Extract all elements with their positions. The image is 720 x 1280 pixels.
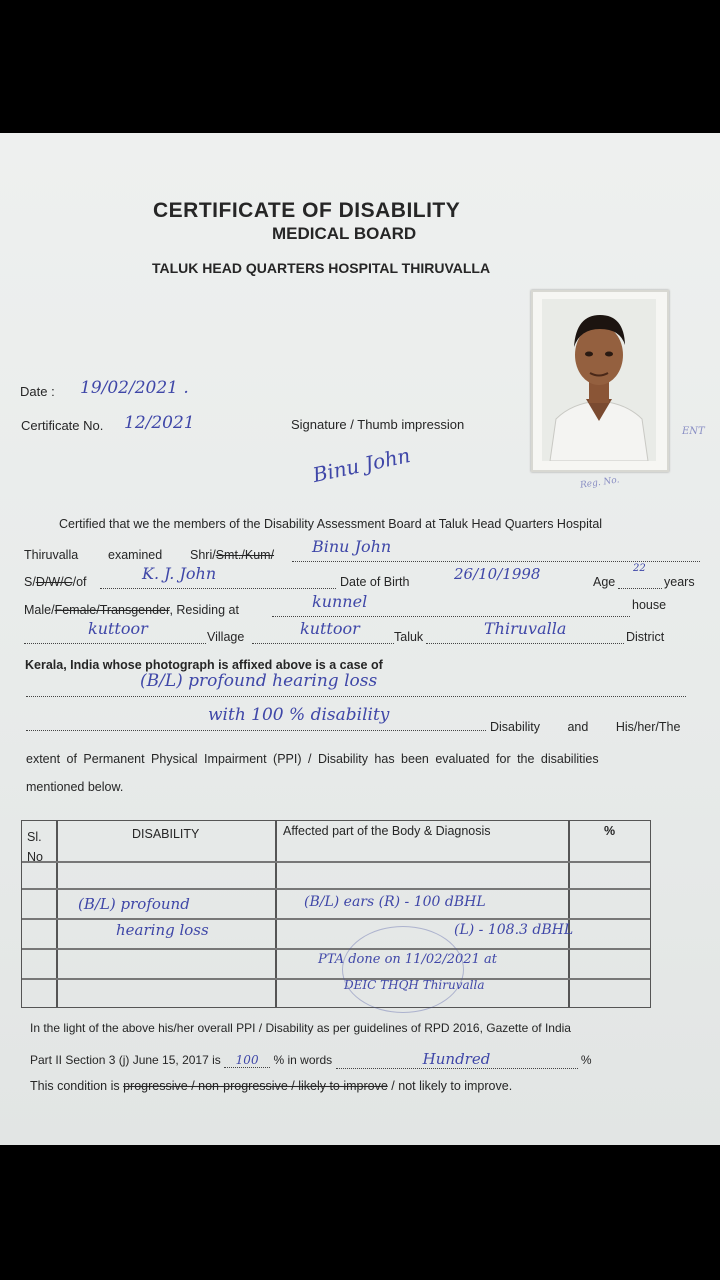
certificate-no-value: 12/2021 bbox=[124, 413, 195, 433]
dob-value: 26/10/1998 bbox=[454, 565, 541, 583]
applicant-photo bbox=[542, 299, 656, 461]
diagnosis-cell-line-2: (L) - 108.3 dBHL bbox=[454, 922, 574, 938]
intro-text: Certified that we the members of the Disability Assessment Board at Taluk Head Quarters Hospital bbox=[59, 517, 603, 531]
disability-cell-line-1: (B/L) profound bbox=[78, 895, 190, 913]
sl-no-header: Sl. No bbox=[27, 830, 43, 864]
kerala-text: Kerala, India whose photograph is affixed above is a case of bbox=[25, 658, 383, 672]
age-value: 22 bbox=[633, 563, 646, 574]
shri-label: Shri/Smt./Kum/ bbox=[190, 548, 275, 562]
house-line bbox=[272, 616, 630, 617]
seal-stamp bbox=[342, 926, 464, 1013]
district-line bbox=[426, 643, 624, 644]
applicant-name: Binu John bbox=[312, 537, 392, 556]
house-value: kunnel bbox=[312, 592, 368, 611]
table-row-divider bbox=[22, 948, 650, 950]
certificate-document bbox=[0, 133, 720, 1145]
percent-header: % bbox=[604, 824, 616, 838]
location-text: Thiruvalla bbox=[24, 548, 79, 562]
dob-label: Date of Birth bbox=[340, 575, 410, 589]
age-line bbox=[618, 588, 662, 589]
village-label: Village bbox=[207, 630, 245, 644]
case-value-2: with 100 % disability bbox=[208, 705, 390, 725]
disability-header: DISABILITY bbox=[132, 827, 200, 841]
taluk-line bbox=[252, 643, 394, 644]
ppi-percent-value: 100 bbox=[235, 1053, 259, 1067]
table-row-divider bbox=[22, 861, 650, 863]
stamp-text: Reg. No. bbox=[579, 475, 621, 491]
hospital-name: TALUK HEAD QUARTERS HOSPITAL THIRUVALLA bbox=[152, 260, 491, 276]
footer-line-1: In the light of the above his/her overall PPI / Disability as per guidelines of RPD 2016, Gazette of India bbox=[30, 1021, 571, 1035]
relation-label: S/D/W/C/of bbox=[24, 575, 87, 589]
district-label: District bbox=[626, 630, 665, 644]
village-value: kuttoor bbox=[88, 619, 148, 638]
village-line bbox=[24, 643, 206, 644]
table-row-divider bbox=[22, 918, 650, 920]
taluk-label: Taluk bbox=[394, 630, 424, 644]
person-photo-icon bbox=[542, 299, 656, 461]
disability-and-text: Disability and His/her/The bbox=[490, 720, 681, 734]
diagnosis-cell-line-3: PTA done on 11/02/2021 at bbox=[318, 952, 497, 967]
table-row-divider bbox=[22, 978, 650, 980]
name-line bbox=[292, 561, 700, 562]
case-line-2 bbox=[26, 730, 486, 731]
case-value-1: (B/L) profound hearing loss bbox=[140, 671, 378, 691]
mentioned-text: mentioned below. bbox=[26, 780, 124, 794]
father-line bbox=[100, 588, 336, 589]
diagnosis-header: Affected part of the Body & Diagnosis bbox=[283, 824, 491, 838]
extent-text: extent of Permanent Physical Impairment (PPI) / Disability has been evaluated for the disabilities bbox=[26, 752, 599, 766]
diagnosis-cell-line-4: DEIC THQH Thiruvalla bbox=[344, 978, 485, 992]
certificate-no-label: Certificate No. bbox=[21, 418, 104, 433]
diagnosis-cell-line-1: (B/L) ears (R) - 100 dBHL bbox=[304, 894, 486, 910]
table-row-divider bbox=[22, 888, 650, 890]
case-line-1 bbox=[26, 696, 686, 697]
signature-label: Signature / Thumb impression bbox=[291, 417, 465, 432]
date-value: 19/02/2021 . bbox=[80, 378, 189, 398]
ppi-words-value: Hundred bbox=[422, 1050, 491, 1068]
taluk-value: kuttoor bbox=[300, 619, 360, 638]
footer-line-2: Part II Section 3 (j) June 15, 2017 is 100 % in words Hundred % bbox=[30, 1050, 592, 1068]
certificate-subtitle: MEDICAL BOARD bbox=[272, 224, 417, 243]
certificate-title: CERTIFICATE OF DISABILITY bbox=[153, 199, 461, 222]
applicant-photo-frame bbox=[531, 290, 669, 472]
years-label: years bbox=[664, 575, 695, 589]
signature: Binu John bbox=[310, 442, 413, 488]
disability-table bbox=[21, 820, 651, 1008]
disability-cell-line-2: hearing loss bbox=[116, 921, 209, 939]
examined-text: examined bbox=[108, 548, 163, 562]
stamp-side-text: ENT bbox=[682, 426, 705, 437]
condition-line: This condition is progressive / non-progressive / likely to improve / not likely to improve. bbox=[30, 1079, 513, 1093]
father-name: K. J. John bbox=[142, 564, 217, 583]
gender-label: Male/Female/Transgender, Residing at bbox=[24, 603, 239, 617]
district-value: Thiruvalla bbox=[484, 619, 567, 638]
age-label: Age bbox=[593, 575, 616, 589]
date-label: Date : bbox=[20, 384, 55, 399]
house-label: house bbox=[632, 598, 667, 612]
